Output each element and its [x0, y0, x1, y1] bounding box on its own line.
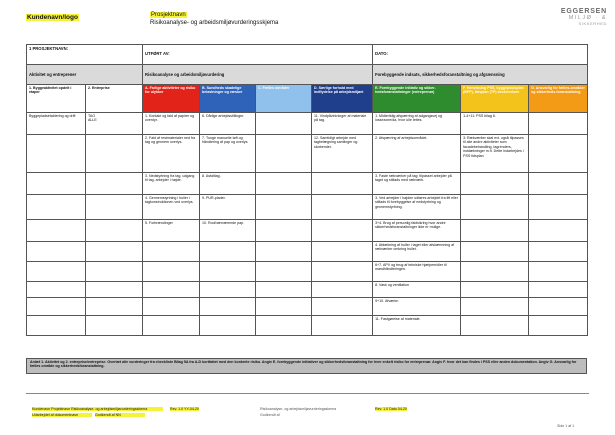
cell-contract[interactable]	[86, 316, 143, 336]
cell-risk-c[interactable]	[256, 135, 312, 173]
cell-risk-b[interactable]	[200, 282, 256, 298]
cell-risk-b[interactable]	[200, 316, 256, 336]
table-row	[27, 282, 588, 298]
cell-risk-c[interactable]	[256, 298, 312, 316]
col-header-e: E. Forebyggende initiativ og sikker-hedsforanstaltninger (entreprenør)	[373, 85, 461, 113]
footer-divider	[26, 393, 589, 394]
cell-risk-a[interactable]	[143, 242, 200, 262]
cell-activity[interactable]	[27, 173, 86, 195]
footer-title: Risikoanalyse- og arbejdsmiljøvurderingsskema	[260, 407, 337, 411]
cell-activity[interactable]: Byggepladsetablering og drift	[27, 113, 86, 135]
cell-responsible-g[interactable]	[529, 316, 588, 336]
cell-contract[interactable]: TAG ALLE	[86, 113, 143, 135]
cell-risk-c[interactable]	[256, 173, 312, 195]
table-row	[27, 316, 588, 336]
footer-prepared-by: Udarbejdet af dokumentnavn	[32, 413, 92, 417]
cell-responsible-g[interactable]	[529, 113, 588, 135]
cell-activity[interactable]	[27, 242, 86, 262]
cell-activity[interactable]	[27, 262, 86, 282]
cell-risk-b[interactable]: 9. PUR-plader.	[200, 195, 256, 220]
cell-contract[interactable]	[86, 173, 143, 195]
cell-risk-b[interactable]: 8. Asfaltlag.	[200, 173, 256, 195]
cell-responsible-g[interactable]	[529, 220, 588, 242]
cell-activity[interactable]	[27, 316, 86, 336]
cell-risk-a[interactable]	[143, 262, 200, 282]
footer-doc-ref: Kundenavn Projektnavn Risikoanalyse- og arbejdsmiljøvurderingsskema	[32, 407, 163, 411]
table-row	[27, 173, 588, 195]
instruction-text: Anlæt 1. Aktivitet og 2. entreprise/entreprise. Overtæt alle vurderinger fra checkliste Bilag 5A fra A-D kortfattet med den konkrete risiko. Angiv E. forebyggende initiativer og sikkerhedsforanstaltning for hver enkelt risiko for entreprenør. Angiv F. hvor det kan findes i PSS eller anden dokumentation. Angiv G. Ansvarlig for fælles område og sikkerhedsforanstaltning.	[30, 360, 577, 369]
table-row	[27, 220, 588, 242]
cell-reference-f[interactable]	[461, 262, 529, 282]
footer-revision: Rev. 1.0 YY-04-20	[170, 407, 199, 411]
footer-approved: Godkendt af	[260, 413, 280, 417]
cell-activity[interactable]	[27, 135, 86, 173]
cell-prevention-e[interactable]: 3. Ved arbejder i højden udføres arbejdet fra lift eller stillads til forebyggelse af nedstyrtning og gennemstyrtning.	[373, 195, 461, 220]
table-row	[27, 298, 588, 316]
cell-contract[interactable]	[86, 242, 143, 262]
cell-risk-c[interactable]	[256, 220, 312, 242]
document-title: Risikoanalyse- og arbeidsmiljøvurderingsskjema	[150, 20, 279, 26]
instruction-note	[26, 358, 587, 374]
col-header-b: B. Sundheds skadelige belastninger og væsker	[200, 85, 256, 113]
cell-risk-b[interactable]: 10. Rod/nærværende pap.	[200, 220, 256, 242]
cell-risk-d[interactable]: 12. Samtidigt arbejde med tagbelægning samlinger og skotrender.	[312, 135, 373, 173]
section-risk-analysis: Risikoanalyse og arbeidsmiljøvurdering	[143, 65, 373, 85]
section-prevention: Forebyggende indsats, sikkerhedsforanstaltning og afgrænsning	[373, 65, 588, 85]
col-header-a: A. Farlige aktiviteter og risiko for ulykker	[143, 85, 200, 113]
table-row	[27, 135, 588, 173]
cell-reference-f[interactable]	[461, 195, 529, 220]
cell-risk-d[interactable]	[312, 262, 373, 282]
page-number: Side 1 af 1	[557, 424, 575, 428]
cell-risk-b[interactable]	[200, 298, 256, 316]
cell-risk-b[interactable]	[200, 262, 256, 282]
section-activity: Aktivitet og entreprener	[27, 65, 143, 85]
cell-prevention-e[interactable]: 9+10. Afværkn	[373, 298, 461, 316]
cell-risk-c[interactable]	[256, 242, 312, 262]
cell-contract[interactable]	[86, 282, 143, 298]
cell-contract[interactable]	[86, 135, 143, 173]
customer-logo-placeholder: Kundenavn/logo	[27, 14, 78, 21]
cell-risk-d[interactable]	[312, 316, 373, 336]
cell-responsible-g[interactable]	[529, 173, 588, 195]
cell-risk-d[interactable]	[312, 220, 373, 242]
cell-reference-f[interactable]	[461, 242, 529, 262]
cell-responsible-g[interactable]	[529, 262, 588, 282]
cell-risk-a[interactable]	[143, 298, 200, 316]
cell-prevention-e[interactable]: 11. Fastgørelse af materiale.	[373, 316, 461, 336]
cell-risk-a[interactable]: 2. Fald af restmaterialer ned fra tag og gennem overlys.	[143, 135, 200, 173]
cell-reference-f[interactable]	[461, 316, 529, 336]
cell-activity[interactable]	[27, 282, 86, 298]
logo-line-1: EGGERSEN	[560, 8, 607, 15]
cell-risk-a[interactable]: 4. Gennemstyrtning i huller i tagkonstruktionen ved overlys.	[143, 195, 200, 220]
col-header-g: G. Ansvarlig for fælles-områder og sikkerheds-foranstaltning	[529, 85, 588, 113]
cell-risk-a[interactable]: 3. Nedstyrtning fra tag, udgang til tag, arbejder i højde.	[143, 173, 200, 195]
cell-prevention-e[interactable]: 3. Faste rækværker på tag; tilpasset arbejder på taget og stillads med rækværk.	[373, 173, 461, 195]
col-header-f: F. Henvisning PSS, byggepladsplan (BPP), tidsplan (TP) beskrivelsen	[461, 85, 529, 113]
cell-prevention-e[interactable]: 3+4. Brug af personlig faldsikring hvor andre sikkerhedsforanstaltninger ikke er mulige.	[373, 220, 461, 242]
cell-risk-c[interactable]	[256, 113, 312, 135]
cell-prevention-e[interactable]: 2. Afspærring af arbejdsområdet.	[373, 135, 461, 173]
cell-contract[interactable]	[86, 220, 143, 242]
cell-contract[interactable]	[86, 298, 143, 316]
cell-risk-c[interactable]	[256, 282, 312, 298]
cell-contract[interactable]	[86, 262, 143, 282]
cell-activity[interactable]	[27, 298, 86, 316]
cell-risk-c[interactable]	[256, 195, 312, 220]
cell-risk-a[interactable]	[143, 282, 200, 298]
table-row	[27, 195, 588, 220]
cell-responsible-g[interactable]	[529, 242, 588, 262]
cell-risk-a[interactable]: 5. Forbrændinger	[143, 220, 200, 242]
cell-risk-a[interactable]	[143, 316, 200, 336]
cell-risk-c[interactable]	[256, 262, 312, 282]
logo-line-3: SIKKERHED	[578, 21, 607, 26]
cell-reference-f[interactable]: 1-4+11: PSS bilag 6.	[461, 113, 529, 135]
cell-reference-f[interactable]	[461, 298, 529, 316]
cell-risk-b[interactable]: 6. Dårlige arbejdsstillinger.	[200, 113, 256, 135]
cell-reference-f[interactable]	[461, 282, 529, 298]
cell-risk-d[interactable]	[312, 242, 373, 262]
cell-responsible-g[interactable]	[529, 195, 588, 220]
cell-risk-a[interactable]: 1. Kontakt og fald af papirer og overdyr.	[143, 113, 200, 135]
table-row	[27, 262, 588, 282]
footer-approved-by: Godkendt af NN	[95, 413, 145, 417]
cell-responsible-g[interactable]	[529, 135, 588, 173]
col-header-d: D. Særlige forhold med indflydelse på arbejdsmiljøet	[312, 85, 373, 113]
cell-responsible-g[interactable]	[529, 282, 588, 298]
cell-responsible-g[interactable]	[529, 298, 588, 316]
cell-risk-d[interactable]	[312, 173, 373, 195]
company-logo	[547, 8, 607, 26]
performed-by-label: UTFØRT AV:	[143, 45, 373, 65]
column-header-row	[27, 85, 588, 113]
cell-prevention-e[interactable]: 6+7. APV og brug af tekniske hjælpemidler til mandhåndteringen.	[373, 262, 461, 282]
cell-prevention-e[interactable]: 8. Vask og ventilation	[373, 282, 461, 298]
col-header-contract: 2. Entreprise	[86, 85, 143, 113]
cell-risk-b[interactable]: 7. Tunge manuelle løft og håndtering af pap og overlys.	[200, 135, 256, 173]
cell-activity[interactable]	[27, 220, 86, 242]
cell-prevention-e[interactable]: 1. Midlertidig afspærring af adgangsvej og lossezone/da, hvor ulie lettes.	[373, 113, 461, 135]
col-header-activity: 1. Byggeaktivitet opdelt i etaper	[27, 85, 86, 113]
col-header-c: C. Fælles områder	[256, 85, 312, 113]
cell-risk-b[interactable]	[200, 242, 256, 262]
cell-reference-f[interactable]	[461, 173, 529, 195]
cell-prevention-e[interactable]: 4. Afdækning af huller i taget eller afskærmning af rækværker omkring hullet.	[373, 242, 461, 262]
footer-revision-date: Rev. 1.0 Dato 04-20	[375, 407, 407, 411]
table-row	[27, 113, 588, 135]
cell-risk-d[interactable]	[312, 282, 373, 298]
cell-risk-d[interactable]: 11. Vindpåvirkninger af materiale på tag.	[312, 113, 373, 135]
date-label: DATO:	[373, 45, 588, 65]
cell-risk-d[interactable]	[312, 195, 373, 220]
cell-risk-d[interactable]	[312, 298, 373, 316]
cell-activity[interactable]	[27, 195, 86, 220]
logo-line-2: MILJØ · &	[568, 15, 607, 21]
cell-reference-f[interactable]	[461, 220, 529, 242]
project-name: Prosjektnavn	[151, 12, 186, 18]
cell-contract[interactable]	[86, 195, 143, 220]
cell-reference-f[interactable]: 3: Rækværker skal evt. også tilpasses til alle andre aktiviteter som facadebehandling, tagrenders, inddækninger m.fl. Dette indarbejdes i PSS tidsplan	[461, 135, 529, 173]
table-row	[27, 242, 588, 262]
project-name-label: 1 PROSJEKTNAVN:	[27, 45, 143, 65]
cell-risk-c[interactable]	[256, 316, 312, 336]
risk-assessment-table	[26, 44, 588, 336]
